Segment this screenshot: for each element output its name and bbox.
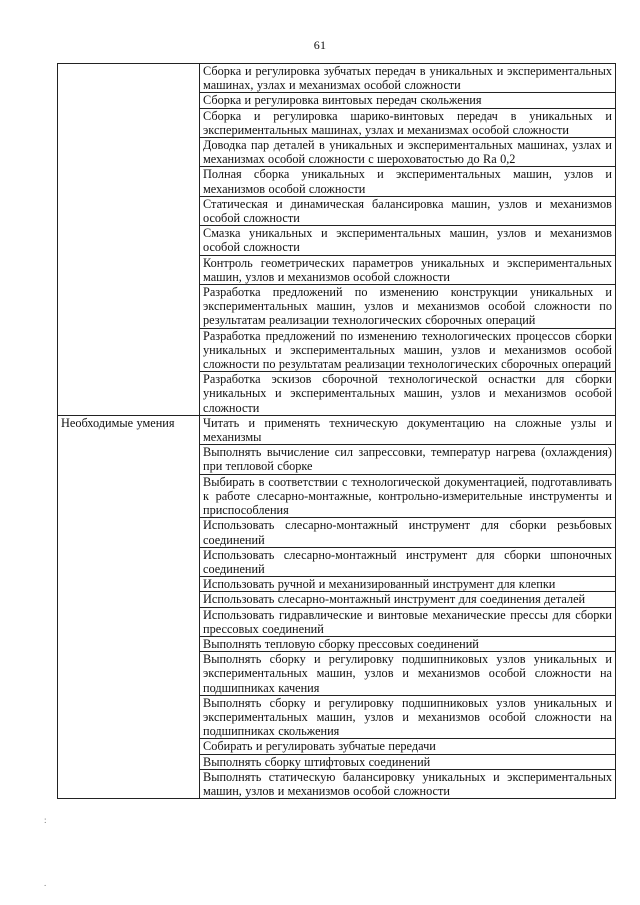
margin-mark: .: [44, 878, 47, 888]
table-cell: Выполнять тепловую сборку прессовых соединений: [200, 636, 616, 651]
table-cell: Доводка пар деталей в уникальных и экспериментальных машинах, узлах и механизмах особой сложности с шероховатостью до Ra 0,2: [200, 138, 616, 167]
table-cell: Сборка и регулировка винтовых передач скольжения: [200, 93, 616, 108]
table-cell: Смазка уникальных и экспериментальных машин, узлов и механизмов особой сложности: [200, 226, 616, 255]
table-cell: Контроль геометрических параметров уникальных и экспериментальных машин, узлов и механизмов особой сложности: [200, 255, 616, 284]
table-cell: Использовать слесарно-монтажный инструмент для сборки шпоночных соединений: [200, 547, 616, 576]
table-cell: Выполнять статическую балансировку уникальных и экспериментальных машин, узлов и механизмов особой сложности: [200, 769, 616, 798]
table-cell: Разработка эскизов сборочной технологической оснастки для сборки уникальных и экспериментальных машин, узлов и механизмов особой сложности: [200, 372, 616, 416]
page-number: 61: [313, 38, 327, 52]
table-cell: Выполнять сборку и регулировку подшипниковых узлов уникальных и экспериментальных машин, узлов и механизмов особой сложности на подшипниках скольжения: [200, 695, 616, 739]
table-cell: Использовать гидравлические и винтовые механические прессы для сборки прессовых соединений: [200, 607, 616, 636]
table-cell: Собирать и регулировать зубчатые передачи: [200, 739, 616, 754]
competency-table: [57, 63, 616, 799]
table-cell: Выполнять сборку штифтовых соединений: [200, 754, 616, 769]
table-row: [58, 415, 616, 444]
section-label: [58, 64, 200, 416]
margin-mark: :: [44, 815, 47, 825]
table-cell: Использовать ручной и механизированный инструмент для клепки: [200, 577, 616, 592]
table-cell: Читать и применять техническую документацию на сложные узлы и механизмы: [200, 415, 616, 444]
table-cell: Сборка и регулировка зубчатых передач в уникальных и экспериментальных машинах, узлах и механизмах особой сложности: [200, 64, 616, 93]
table-cell: Использовать слесарно-монтажный инструмент для соединения деталей: [200, 592, 616, 607]
table-cell: Использовать слесарно-монтажный инструмент для сборки резьбовых соединений: [200, 518, 616, 547]
table-cell: Выполнять сборку и регулировку подшипниковых узлов уникальных и экспериментальных машин, узлов и механизмов особой сложности на подшипниках качения: [200, 652, 616, 696]
section-label: Необходимые умения: [58, 415, 200, 798]
table-cell: Статическая и динамическая балансировка машин, узлов и механизмов особой сложности: [200, 196, 616, 225]
table-cell: Выбирать в соответствии с технологической документацией, подготавливать к работе слесарно-монтажные, контрольно-измерительные инструменты и приспособления: [200, 474, 616, 518]
table-row: [58, 64, 616, 93]
table-cell: Сборка и регулировка шарико-винтовых передач в уникальных и экспериментальных машинах, узлах и механизмах особой сложности: [200, 108, 616, 137]
table-cell: Полная сборка уникальных и экспериментальных машин, узлов и механизмов особой сложности: [200, 167, 616, 196]
table-cell: Разработка предложений по изменению конструкции уникальных и экспериментальных машин, узлов и механизмов особой сложности по результатам реализации технологических сборочных операций: [200, 285, 616, 329]
table-cell: Выполнять вычисление сил запрессовки, температур нагрева (охлаждения) при тепловой сборке: [200, 445, 616, 474]
table-cell: Разработка предложений по изменению технологических процессов сборки уникальных и экспериментальных машин, узлов и механизмов особой сложности по результатам реализации технологических сборочных операций: [200, 328, 616, 372]
